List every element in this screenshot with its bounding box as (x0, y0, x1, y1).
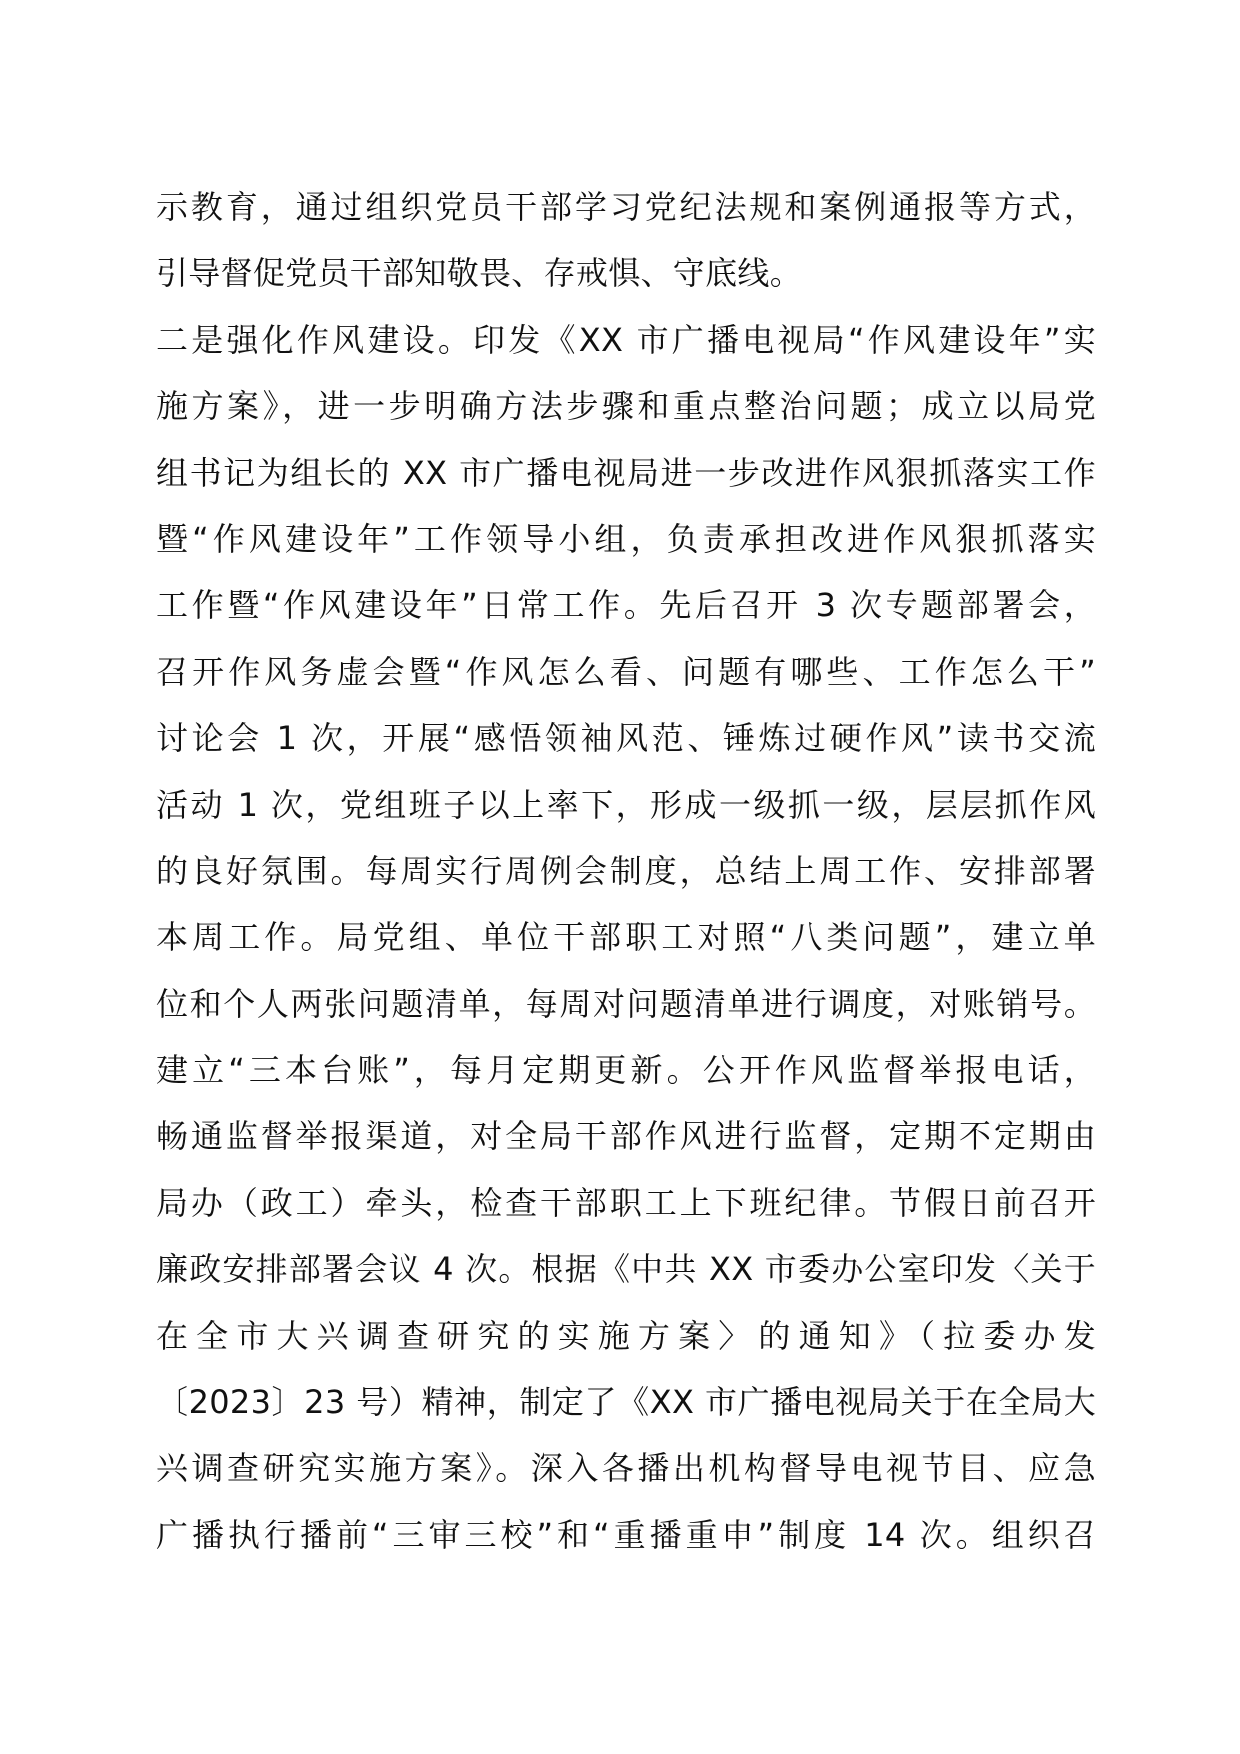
text-line-4: 施方案》，进一步明确方法步骤和重点整治问题；成立以局党 (156, 387, 1096, 426)
text-line-2: 引导督促党员干部知敬畏、存戒惧、守底线。 (156, 254, 803, 293)
body-text (156, 181, 1096, 1575)
text-line-13: 位和个人两张问题清单，每周对问题清单进行调度，对账销号。 (156, 984, 1096, 1023)
text-line-20: 兴调查研究实施方案》。深入各播出机构督导电视节目、应急 (156, 1449, 1096, 1488)
text-line-11: 的良好氛围。每周实行周例会制度，总结上周工作、安排部署 (156, 851, 1096, 890)
text-line-8: 召开作风务虚会暨“作风怎么看、问题有哪些、工作怎么干” (156, 652, 1096, 691)
text-line-15: 畅通监督举报渠道，对全局干部作风进行监督，定期不定期由 (156, 1117, 1096, 1156)
text-line-14: 建立“三本台账”，每月定期更新。公开作风监督举报电话， (156, 1051, 1096, 1090)
text-line-9: 讨论会 1 次，开展“感悟领袖风范、锤炼过硬作风”读书交流 (156, 719, 1096, 758)
text-line-6: 暨“作风建设年”工作领导小组，负责承担改进作风狠抓落实 (156, 519, 1096, 558)
text-line-17: 廉政安排部署会议 4 次。根据《中共 XX 市委办公室印发〈关于 (156, 1250, 1096, 1289)
text-line-3: 二是强化作风建设。印发《XX 市广播电视局“作风建设年”实 (156, 320, 1096, 359)
text-line-18: 在全市大兴调查研究的实施方案〉的通知》（拉委办发 (156, 1316, 1096, 1355)
text-line-7: 工作暨“作风建设年”日常工作。先后召开 3 次专题部署会， (156, 586, 1096, 625)
text-line-21: 广播执行播前“三审三校”和“重播重申”制度 14 次。组织召 (156, 1515, 1096, 1554)
text-line-16: 局办（政工）牵头，检查干部职工上下班纪律。节假日前召开 (156, 1183, 1096, 1222)
text-line-12: 本周工作。局党组、单位干部职工对照“八类问题”，建立单 (156, 918, 1096, 957)
text-line-1: 示教育，通过组织党员干部学习党纪法规和案例通报等方式， (156, 188, 1096, 226)
text-line-5: 组书记为组长的 XX 市广播电视局进一步改进作风狠抓落实工作 (156, 453, 1096, 492)
text-line-10: 活动 1 次，党组班子以上率下，形成一级抓一级，层层抓作风 (156, 785, 1096, 824)
text-line-19: 〔2023〕23 号）精神，制定了《XX 市广播电视局关于在全局大 (156, 1383, 1096, 1422)
